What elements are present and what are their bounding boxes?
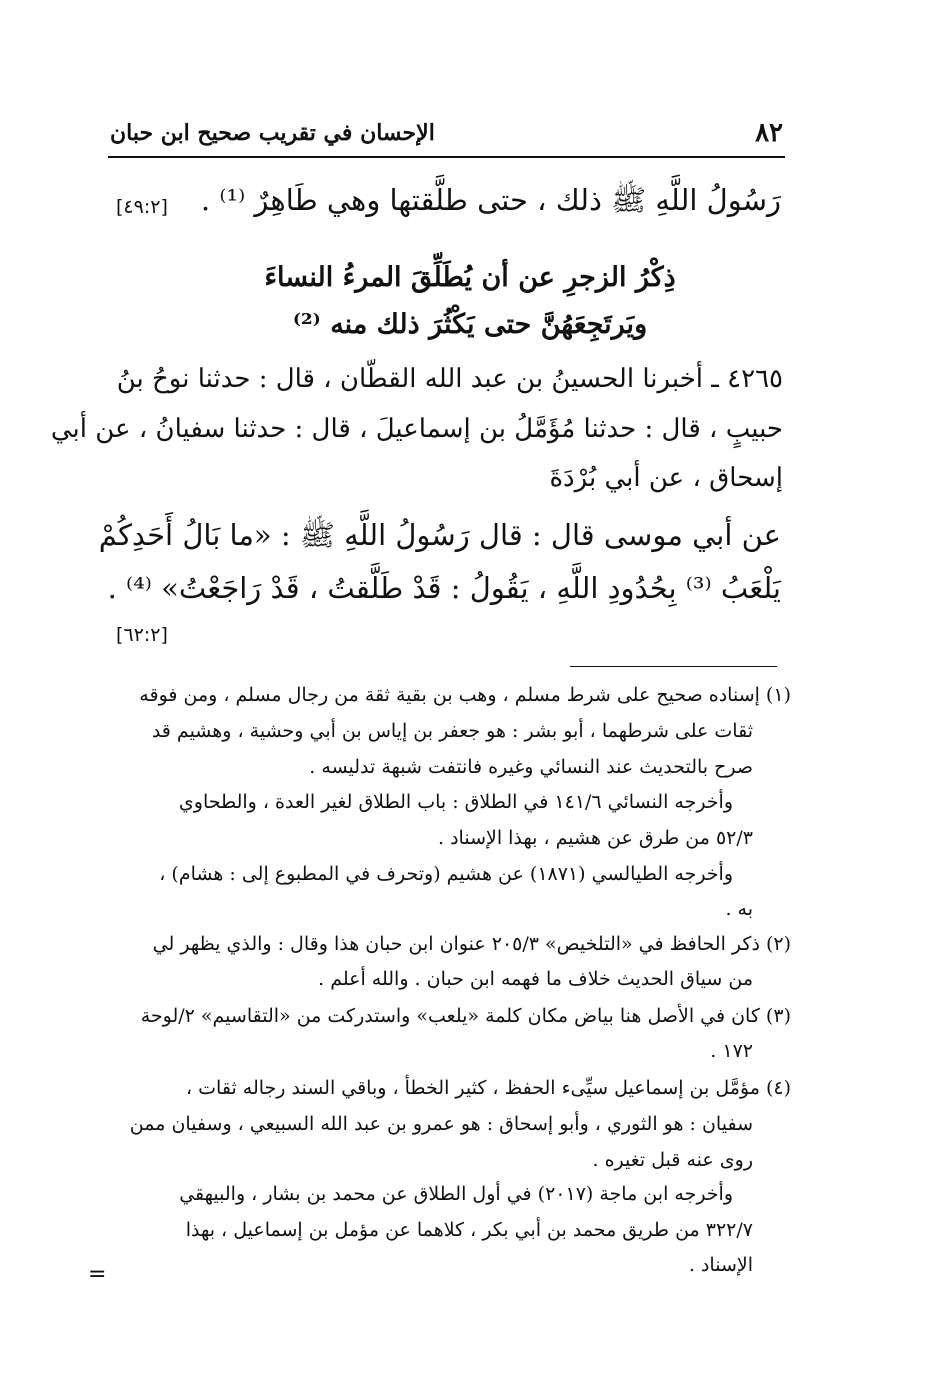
page-header [108,112,785,158]
section-heading-line-2: ويَرتَجِعَهُنَّ حتى يَكْثُرَ ذلك منه ⁽²⁾ [292,309,648,340]
footnote-line: ٣٢٢/٧ من طريق محمد بن أبي بكر ، كلاهما عن مؤمل بن إسماعيل ، بهذا [185,1219,753,1241]
footnote-line: روى عنه قبل تغيره . [592,1149,753,1171]
opening-line: رَسُولُ اللَّهِ ﷺ ذلك ، حتى طلَّقتها وهي طَاهِرٌ ⁽¹⁾ . [200,183,781,217]
matn-reference: [٦٢:٢] [116,624,168,646]
isnad-line-2: حبيبٍ ، قال : حدثنا مُؤَمَّلُ بن إسماعيلَ ، قال : حدثنا سفيانُ ، عن أبي [50,414,783,444]
footnote-line: وأخرجه ابن ماجة (٢٠١٧) في أول الطلاق عن محمد بن بشار ، والبيهقي [179,1183,733,1205]
continuation-mark: = [88,1262,107,1287]
isnad-line-1: ٤٢٦٥ ـ أخبرنا الحسينُ بن عبد الله القطّان ، قال : حدثنا نوحُ بنُ [116,364,783,394]
matn-line-1: عن أبي موسى قال : قال رَسُولُ اللَّهِ ﷺ : «ما بَالُ أَحَدِكُمْ [98,518,781,552]
footnote-line: ٥٢/٣ من طرق عن هشيم ، بهذا الإسناد . [438,827,753,849]
isnad-line-3: إسحاق ، عن أبي بُرْدَةَ [549,463,783,493]
footnote-line: ١٧٢ . [710,1040,753,1062]
footnote-line: الإسناد . [688,1254,753,1276]
footnote-line: (٤) مؤمَّل بن إسماعيل سيِّىء الحفظ ، كثير الخطأ ، وباقي السند رجاله ثقات ، [185,1077,791,1099]
footnote-separator [570,666,777,667]
footnote-line: (٣) كان في الأصل هنا بياض مكان كلمة «يلعب» واستدركت من «التقاسيم» ٢/لوحة [140,1005,791,1027]
footnote-line: (٢) ذكر الحافظ في «التلخيص» ٢٠٥/٣ عنوان ابن حبان هذا وقال : والذي يظهر لي [152,933,791,955]
opening-reference: [٤٩:٢] [116,196,168,218]
footnote-line: به . [725,898,753,920]
footnote-line: سفيان : هو الثوري ، وأبو إسحاق : هو عمرو بن عبد الله السبيعي ، وسفيان ممن [129,1113,753,1135]
footnote-line: صرح بالتحديث عند النسائي وغيره فانتفت شبهة تدليسه . [309,756,753,778]
footnote-line: وأخرجه الطيالسي (١٨٧١) عن هشيم (وتحرف في المطبوع إلى : هشام) ، [159,863,733,885]
footnote-line: (١) إسناده صحيح على شرط مسلم ، وهب بن بقية ثقة من رجال مسلم ، ومن فوقه [139,684,791,706]
section-heading-line-1: ذِكْرُ الزجرِ عن أن يُطَلِّقَ المرءُ النساءَ [264,262,676,293]
page-number: ٨٢ [755,118,783,148]
book-title: الإحسان في تقريب صحيح ابن حبان [110,120,435,146]
footnote-line: ثقات على شرطهما ، أبو بشر : هو جعفر بن إياس بن أبي وحشية ، وهشيم قد [151,720,753,742]
matn-line-2: يَلْعَبُ ⁽³⁾ بِحُدُودِ اللَّهِ ، يَقُولُ : قَدْ طَلَّقتُ ، قَدْ رَاجَعْتُ» ⁽⁴⁾ . [107,571,781,605]
footnote-line: من سياق الحديث خلاف ما فهمه ابن حبان . والله أعلم . [318,968,753,990]
footnote-line: وأخرجه النسائي ١٤١/٦ في الطلاق : باب الطلاق لغير العدة ، والطحاوي [178,791,733,813]
